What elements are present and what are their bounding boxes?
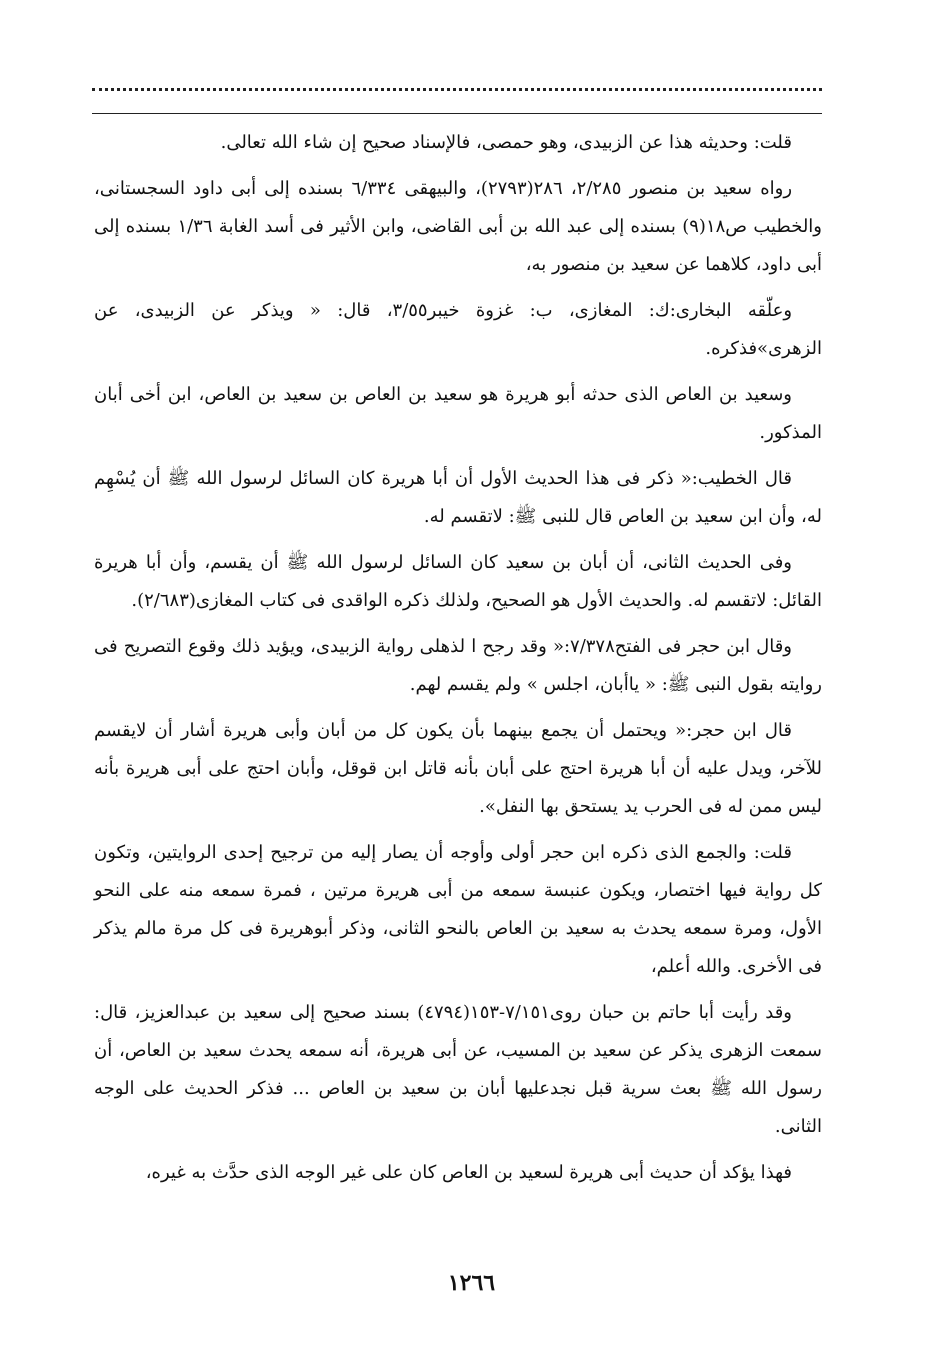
paragraph: رواه سعيد بن منصور ٢/٢٨٥، ٢٨٦(٢٧٩٣)، والبيهقى ٦/٣٣٤ بسنده إلى أبى داود السجستانى، والخطيب ص١٨(٩) بسنده إلى عبد الله بن أبى القاضى، وابن الأثير فى أسد الغابة ١/٣٦ بسنده إلى أبى داود، كلاهما عن سعيد بن منصور به، (94, 178, 822, 275)
paragraph: وعلّقه البخارى:ك: المغازى، ب: غزوة خيبر٣/٥٥، قال: « ويذكر عن الزبيدى، عن الزهرى»فذكره. (94, 300, 822, 359)
paragraph: وفى الحديث الثانى، أن أبان بن سعيد كان السائل لرسول الله ﷺ أن يقسم، وأن أبا هريرة القائل: لاتقسم له. والحديث الأول هو الصحيح، ولذلك ذكره الواقدى فى كتاب المغازى(٢/٦٨٣). (94, 552, 822, 611)
paragraph: قال ابن حجر:« ويحتمل أن يجمع بينهما بأن يكون كل من أبان وأبى هريرة أشار أن لايقسم للآخر، ويدل عليه أن أبا هريرة احتج على أبان بأنه قاتل ابن قوقل، وأبان احتج على أبى هريرة بأنه ليس ممن له فى الحرب يد يستحق بها النفل». (94, 720, 822, 817)
paragraph: قال الخطيب:« ذكر فى هذا الحديث الأول أن أبا هريرة كان السائل لرسول الله ﷺ أن يُسْهِم له، وأن ابن سعيد بن العاص قال للنبى ﷺ: لاتقسم له. (94, 468, 822, 527)
paragraph: فهذا يؤكد أن حديث أبى هريرة لسعيد بن العاص كان على غير الوجه الذى حدَّث به غيره، (145, 1162, 792, 1183)
paragraph: قلت: وحديثه هذا عن الزبيدى، وهو حمصى، فالإسناد صحيح إن شاء الله تعالى. (220, 132, 792, 153)
paragraph: وسعيد بن العاص الذى حدثه أبو هريرة هو سعيد بن العاص بن سعيد بن العاص، ابن أخى أبان المذكور. (94, 384, 822, 443)
page-number: ١٢٦٦ (447, 1270, 496, 1296)
paragraph: وقال ابن حجر فى الفتح٧/٣٧٨:« وقد رجح ا لذهلى رواية الزبيدى، ويؤيد ذلك وقوع التصريح فى روايته بقول النبى ﷺ: « ياأبان، اجلس » ولم يقسم لهم. (94, 636, 822, 695)
paragraph: وقد رأيت أبا حاتم بن حبان روى٧/١٥١-١٥٣(٤٧٩٤) بسند صحيح إلى سعيد بن عبدالعزيز، قال: سمعت الزهرى يذكر عن سعيد بن المسيب، عن أبى هريرة، أنه سمعه يحدث سعيد بن العاص، أن رسول الله ﷺ بعث سرية قبل نجدعليها أبان بن سعيد بن العاص ... فذكر الحديث على الوجه الثانى. (94, 1002, 822, 1137)
solid-divider (92, 113, 822, 114)
body-text (94, 124, 822, 1198)
dotted-divider (92, 88, 822, 91)
paragraph: قلت: والجمع الذى ذكره ابن حجر أولى وأوجه أن يصار إليه من ترجيح إحدى الروايتين، وتكون كل رواية فيها اختصار، ويكون عنبسة سمعه من أبى هريرة مرتين ، فمرة سمعه منه على النحو الأول، ومرة سمعه يحدث به سعيد بن العاص بالنحو الثانى، وذكر أبوهريرة فى كل مرة مالم يذكر فى الأخرى. والله أعلم، (94, 842, 822, 977)
